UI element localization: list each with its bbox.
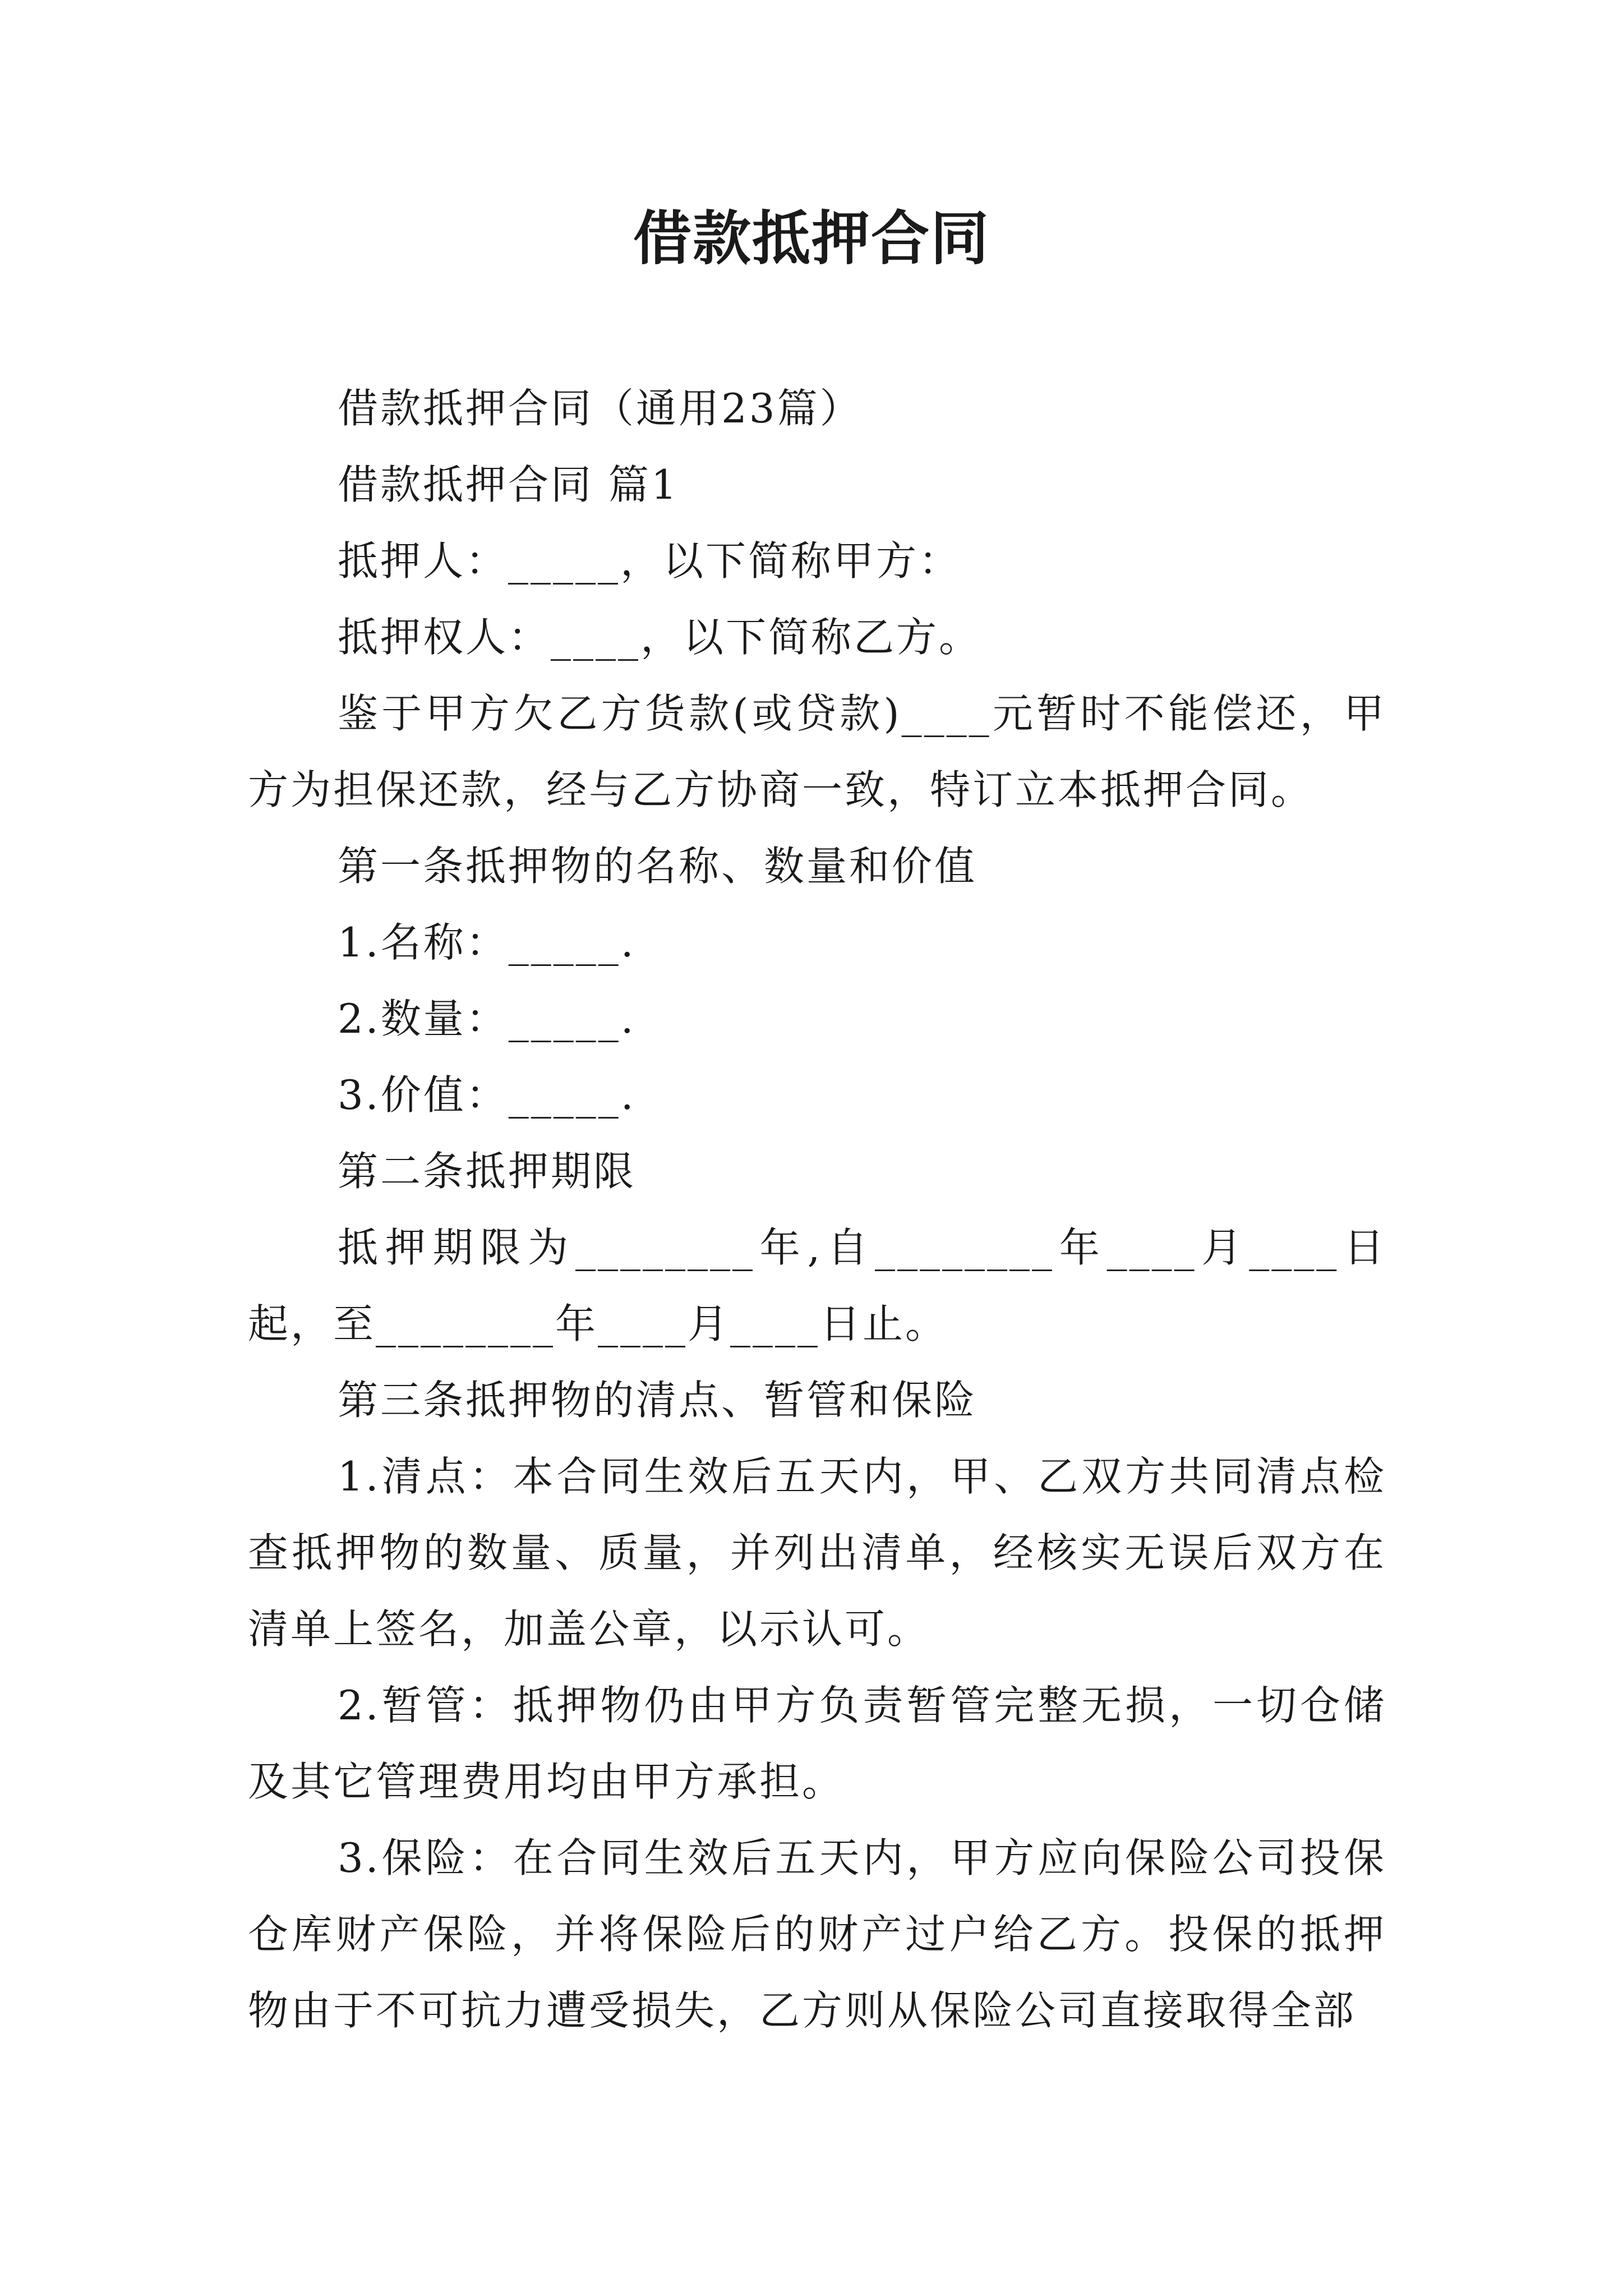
document-title: 借款抵押合同 — [633, 204, 990, 273]
paragraph-article-1-heading: 第一条抵押物的名称、数量和价值 — [338, 843, 978, 890]
paragraph-article-3-heading: 第三条抵押物的清点、暂管和保险 — [338, 1377, 978, 1424]
paragraph-subtitle: 借款抵押合同（通用23篇） — [338, 385, 863, 432]
paragraph-term: 抵押期限为________年,自________年____月____日起，至________年____月____日止。 — [248, 1224, 1386, 1347]
paragraph-insurance: 3.保险：在合同生效后五天内，甲方应向保险公司投保仓库财产保险，并将保险后的财产过户给乙方。投保的抵押物由于不可抗力遭受损失，乙方则从保险公司直接取得全部 — [248, 1834, 1386, 2034]
paragraph-item-value: 3.价值：_____. — [338, 1071, 636, 1119]
paragraph-item-quantity: 2.数量：_____. — [338, 995, 636, 1042]
paragraph-preamble: 鉴于甲方欠乙方货款(或贷款)____元暂时不能偿还，甲方为担保还款，经与乙方协商一致，特订立本抵押合同。 — [248, 690, 1386, 813]
paragraph-section-heading: 借款抵押合同 篇1 — [338, 461, 679, 508]
paragraph-custody: 2.暂管：抵押物仍由甲方负责暂管完整无损，一切仓储及其它管理费用均由甲方承担。 — [248, 1682, 1386, 1805]
paragraph-mortgagee: 抵押权人：____，以下简称乙方。 — [338, 614, 982, 661]
paragraph-inventory: 1.清点：本合同生效后五天内，甲、乙双方共同清点检查抵押物的数量、质量，并列出清单，经核实无误后双方在清单上签名，加盖公章，以示认可。 — [248, 1453, 1386, 1653]
paragraph-item-name: 1.名称：_____. — [338, 919, 636, 966]
paragraph-mortgagor: 抵押人：_____，以下简称甲方： — [338, 537, 962, 585]
paragraph-article-2-heading: 第二条抵押期限 — [338, 1148, 637, 1195]
document-body — [248, 370, 1386, 2049]
